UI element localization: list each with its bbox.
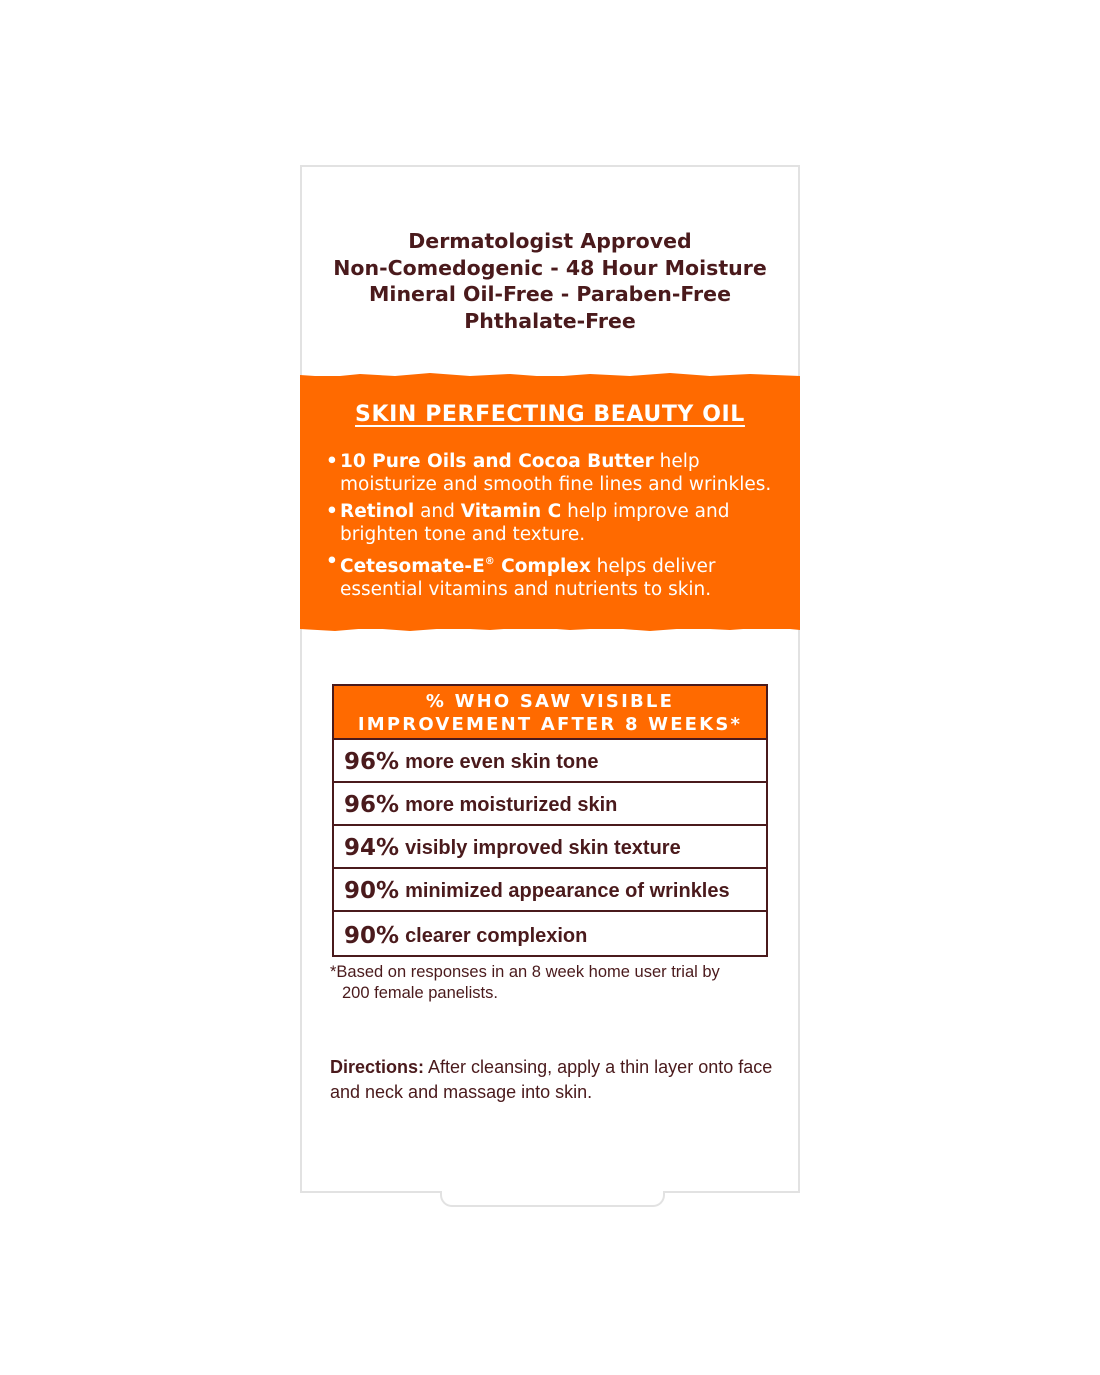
stat-row (334, 783, 766, 826)
stat-label: more even skin tone (405, 751, 599, 773)
bullet-icon: • (326, 551, 338, 572)
stat-row (334, 912, 766, 955)
stat-row (334, 826, 766, 869)
stat-percent: 94% (344, 835, 400, 861)
band-bottom-rough-edge (300, 625, 800, 633)
claim-line: Mineral Oil-Free - Paraben-Free (369, 282, 731, 307)
bullet-icon: • (326, 501, 338, 522)
claim-line: Non-Comedogenic - 48 Hour Moisture (333, 255, 767, 280)
trial-footnote: *Based on responses in an 8 week home user trial by 200 female panelists. (330, 963, 720, 1002)
stat-percent: 96% (344, 792, 400, 818)
beauty-oil-title: SKIN PERFECTING BEAUTY OIL (355, 402, 745, 427)
stat-percent: 90% (344, 878, 400, 904)
band-top-rough-edge (300, 372, 800, 380)
stat-label: clearer complexion (405, 925, 588, 947)
stat-percent: 90% (344, 923, 400, 949)
stat-label: minimized appearance of wrinkles (405, 880, 730, 902)
stat-row (334, 740, 766, 783)
directions-label: Directions: (330, 1057, 425, 1077)
improvement-stats-table (332, 684, 768, 957)
product-claims (300, 228, 800, 335)
benefit-item: • Cetesomate-E® Complex helps deliver essential vitamins and nutrients to skin. (326, 551, 716, 600)
stat-label: more moisturized skin (405, 794, 618, 816)
benefit-item: • Retinol and Vitamin C help improve and brighten tone and texture. (326, 501, 730, 545)
directions-text: Directions: After cleansing, apply a thin layer onto face and neck and massage into skin. (330, 1057, 773, 1102)
stat-label: visibly improved skin texture (405, 837, 681, 859)
claim-line: Dermatologist Approved (408, 229, 692, 253)
stats-header: % WHO SAW VISIBLE IMPROVEMENT AFTER 8 WEEKS* (334, 686, 766, 740)
bullet-icon: • (326, 451, 338, 472)
benefit-item: • 10 Pure Oils and Cocoa Butter help moisturize and smooth fine lines and wrinkles. (326, 451, 772, 495)
benefits-list (326, 450, 796, 605)
package-bottom-tab (440, 1191, 665, 1207)
claim-line: Phthalate-Free (464, 309, 636, 334)
beauty-oil-band (300, 376, 800, 629)
stat-row (334, 869, 766, 912)
stat-percent: 96% (344, 749, 400, 775)
